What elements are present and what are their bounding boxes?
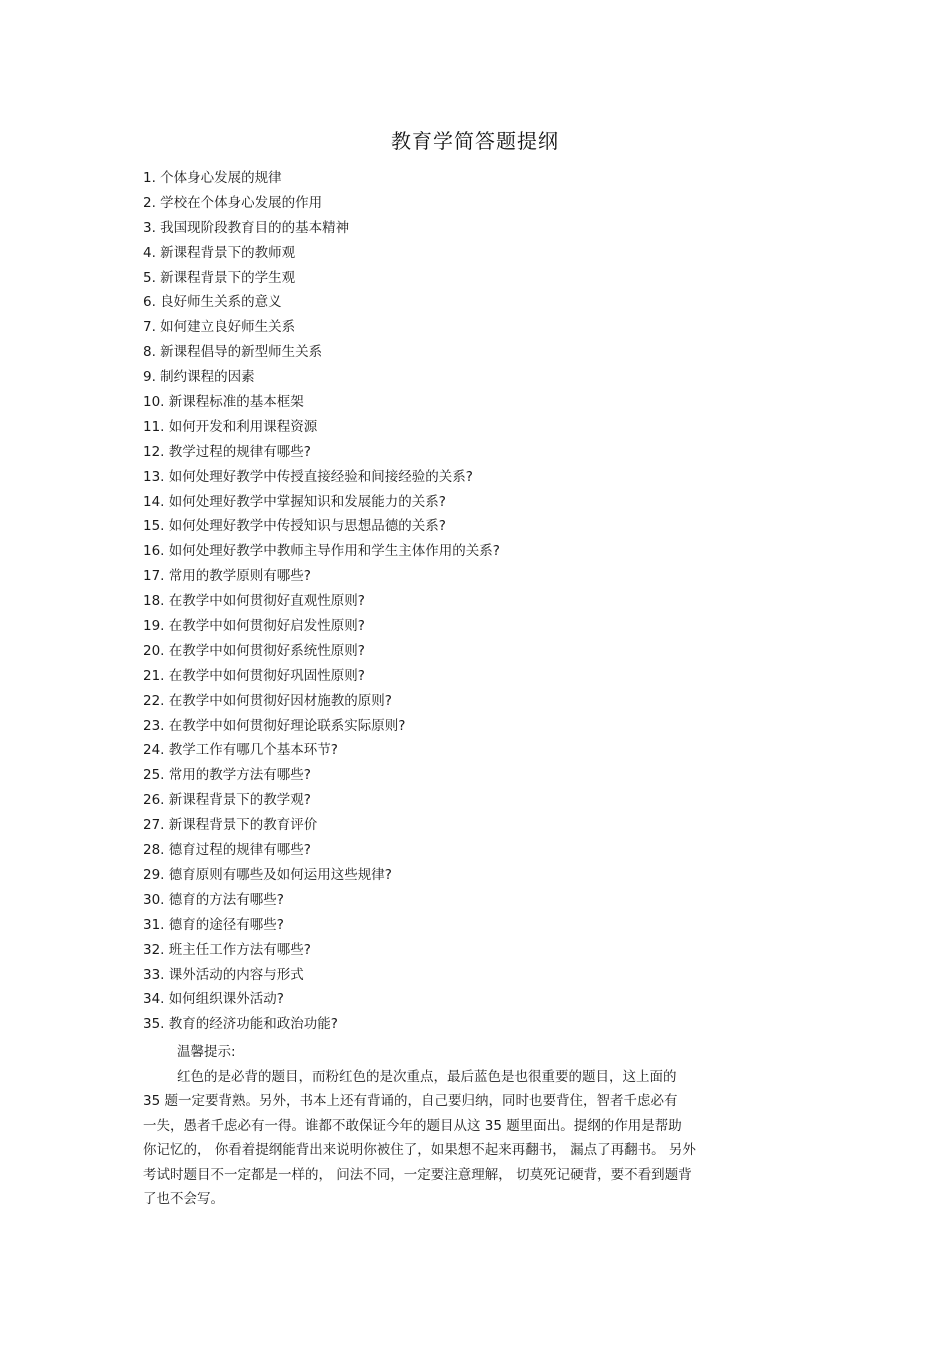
tips-heading: 温馨提示:: [177, 1044, 236, 1060]
question-item: 4. 新课程背景下的教师观: [143, 244, 296, 261]
page-title: 教育学简答题提纲: [391, 129, 559, 153]
tips-line: 了也不会写。: [143, 1190, 224, 1207]
question-item: 26. 新课程背景下的教学观?: [143, 792, 311, 809]
question-item: 32. 班主任工作方法有哪些?: [143, 941, 311, 958]
question-item: 34. 如何组织课外活动?: [143, 991, 284, 1008]
question-item: 22. 在教学中如何贯彻好因材施教的原则?: [143, 692, 392, 709]
question-item: 1. 个体身心发展的规律: [143, 170, 282, 186]
question-item: 28. 德育过程的规律有哪些?: [143, 842, 311, 859]
question-item: 11. 如何开发和利用课程资源: [143, 418, 318, 435]
question-item: 35. 教育的经济功能和政治功能?: [143, 1016, 338, 1033]
tips-line: 35 题一定要背熟。另外，书本上还有背诵的，自己要归纳，同时也要背住，智者千虑必有: [143, 1093, 678, 1110]
question-item: 29. 德育原则有哪些及如何运用这些规律?: [143, 866, 392, 883]
question-item: 12. 教学过程的规律有哪些?: [143, 443, 311, 460]
question-item: 25. 常用的教学方法有哪些?: [143, 767, 311, 784]
question-item: 31. 德育的途径有哪些?: [143, 916, 284, 933]
question-item: 18. 在教学中如何贯彻好直观性原则?: [143, 593, 365, 610]
question-item: 7. 如何建立良好师生关系: [143, 319, 296, 336]
question-item: 6. 良好师生关系的意义: [143, 294, 282, 311]
question-item: 13. 如何处理好教学中传授直接经验和间接经验的关系?: [143, 468, 473, 485]
question-list: [143, 166, 500, 1037]
question-item: 23. 在教学中如何贯彻好理论联系实际原则?: [143, 717, 406, 734]
tips-paragraph: [143, 1065, 696, 1211]
question-item: 3. 我国现阶段教育目的的基本精神: [143, 219, 350, 236]
question-item: 17. 常用的教学原则有哪些?: [143, 568, 311, 585]
tips-line: 一失，愚者千虑必有一得。谁都不敢保证今年的题目从这 35 题里面出。提纲的作用是帮助: [143, 1117, 682, 1134]
tips-line: 红色的是必背的题目，而粉红色的是次重点，最后蓝色是也很重要的题目，这上面的: [177, 1069, 677, 1085]
question-item: 19. 在教学中如何贯彻好启发性原则?: [143, 618, 365, 635]
question-item: 21. 在教学中如何贯彻好巩固性原则?: [143, 667, 365, 684]
question-item: 14. 如何处理好教学中掌握知识和发展能力的关系?: [143, 493, 446, 510]
question-item: 2. 学校在个体身心发展的作用: [143, 194, 323, 211]
question-item: 20. 在教学中如何贯彻好系统性原则?: [143, 642, 365, 659]
question-item: 27. 新课程背景下的教育评价: [143, 817, 318, 834]
question-item: 30. 德育的方法有哪些?: [143, 891, 284, 908]
question-item: 16. 如何处理好教学中教师主导作用和学生主体作用的关系?: [143, 543, 500, 560]
question-item: 33. 课外活动的内容与形式: [143, 966, 304, 983]
tips-line: 考试时题目不一定都是一样的， 问法不同，一定要注意理解， 切莫死记硬背，要不看到题背: [143, 1166, 692, 1183]
question-item: 10. 新课程标准的基本框架: [143, 394, 304, 411]
question-item: 24. 教学工作有哪几个基本环节?: [143, 742, 338, 759]
tips-line: 你记忆的， 你看着提纲能背出来说明你被住了，如果想不起来再翻书， 漏点了再翻书。 另外: [143, 1142, 696, 1159]
question-item: 5. 新课程背景下的学生观: [143, 269, 296, 286]
question-item: 8. 新课程倡导的新型师生关系: [143, 344, 323, 361]
question-item: 9. 制约课程的因素: [143, 369, 255, 386]
question-item: 15. 如何处理好教学中传授知识与思想品德的关系?: [143, 518, 446, 535]
